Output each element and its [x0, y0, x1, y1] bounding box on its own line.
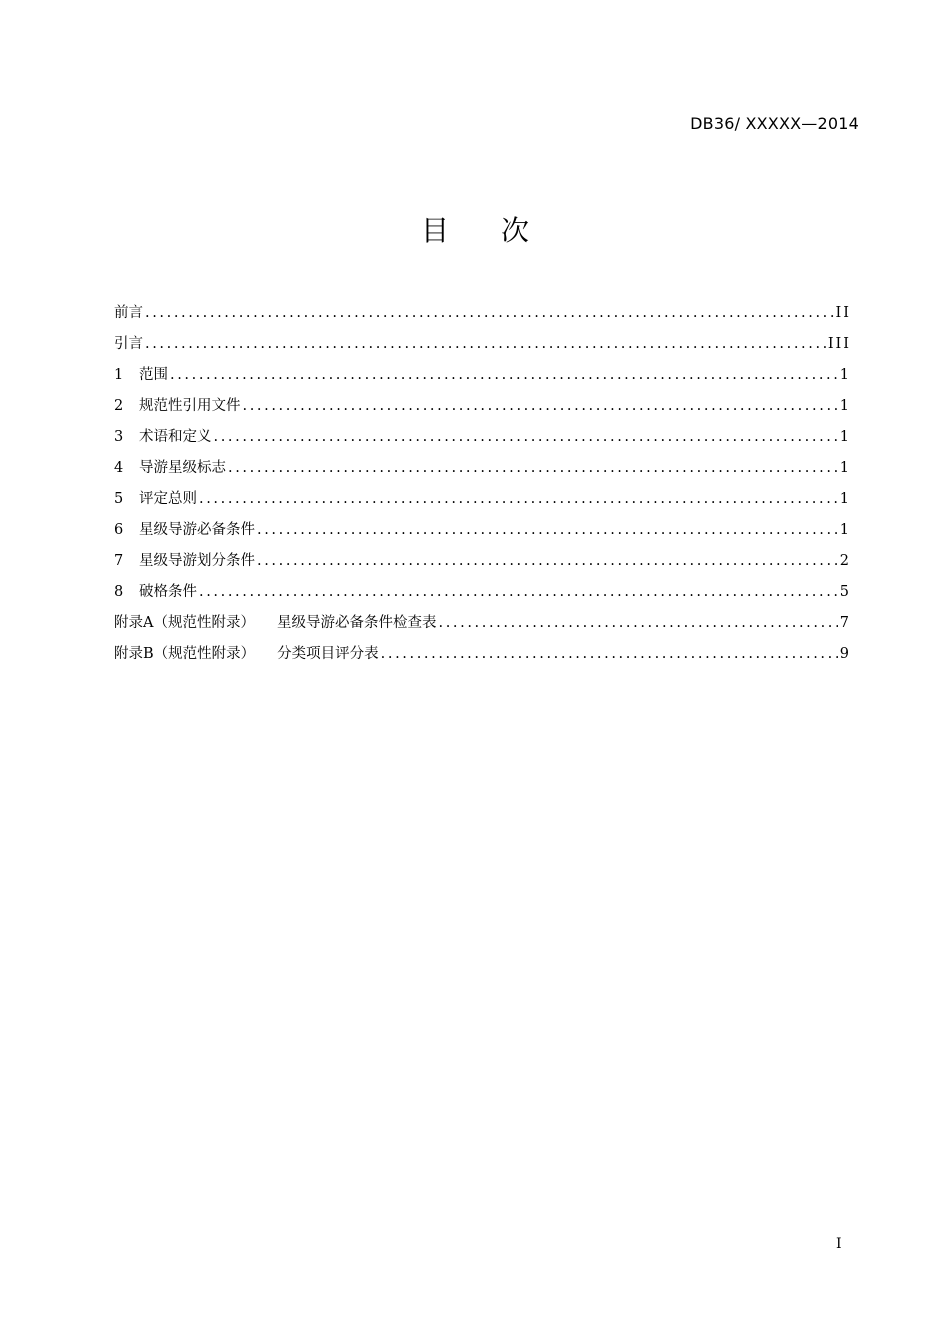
- toc-entry-page-number: 9: [839, 646, 851, 662]
- toc-entry-page-number: 1: [839, 367, 851, 383]
- toc-entry-page-number: 7: [839, 615, 851, 631]
- toc-entry[interactable]: [114, 298, 851, 329]
- toc-entry[interactable]: [114, 422, 851, 453]
- toc-title: [0, 212, 950, 250]
- toc-entry-leader-dots: [145, 298, 834, 329]
- toc-entry-label: 附录A（规范性附录）: [114, 615, 255, 631]
- toc-title-char-1: 目: [420, 214, 449, 247]
- toc-entry[interactable]: [114, 577, 851, 608]
- toc-entry[interactable]: [114, 515, 851, 546]
- toc-entry-label: 星级导游划分条件: [139, 553, 255, 569]
- toc-entry[interactable]: [114, 639, 851, 670]
- toc-entry-label: 星级导游必备条件: [139, 522, 255, 538]
- toc-entry-number: 8: [114, 584, 124, 600]
- toc-entry[interactable]: [114, 546, 851, 577]
- toc-entry-leader-dots: [243, 391, 838, 422]
- toc-entry[interactable]: [114, 484, 851, 515]
- toc-entry-leader-dots: [438, 608, 837, 639]
- toc-entry-label: 范围: [139, 367, 168, 383]
- toc-entry-leader-dots: [257, 515, 838, 546]
- toc-entry-label: 导游星级标志: [139, 460, 226, 476]
- toc-entry-page-number: 1: [839, 429, 851, 445]
- toc-entry[interactable]: [114, 608, 851, 639]
- toc-entry-page-number: III: [827, 336, 851, 352]
- toc-entry-page-number: 1: [839, 398, 851, 414]
- toc-entry-label: 破格条件: [139, 584, 197, 600]
- toc-title-char-2: 次: [501, 214, 530, 247]
- toc-entry-page-number: 2: [839, 553, 851, 569]
- toc-entry-number: 4: [114, 460, 124, 476]
- toc-entry-number: 2: [114, 398, 124, 414]
- toc-entry-label: 引言: [114, 336, 143, 352]
- toc-entry-page-number: 1: [839, 460, 851, 476]
- page-number: I: [836, 1236, 842, 1252]
- toc-entry-label: 规范性引用文件: [139, 398, 241, 414]
- toc-entry[interactable]: [114, 453, 851, 484]
- toc-entry-page-number: 1: [839, 491, 851, 507]
- document-code: DB36/ XXXXX—2014: [690, 114, 859, 133]
- toc-entry-page-number: II: [835, 305, 851, 321]
- toc-entry-page-number: 5: [839, 584, 851, 600]
- toc-entry-subtitle: 分类项目评分表: [277, 646, 379, 662]
- toc-entry-leader-dots: [170, 360, 838, 391]
- toc-entry-leader-dots: [145, 329, 826, 360]
- toc-entry-leader-dots: [381, 639, 838, 670]
- toc-entry-number: 7: [114, 553, 124, 569]
- toc-entry-leader-dots: [214, 422, 838, 453]
- toc-entry-label: 术语和定义: [139, 429, 212, 445]
- table-of-contents: [114, 298, 851, 670]
- toc-entry-leader-dots: [199, 577, 838, 608]
- toc-entry-leader-dots: [228, 453, 838, 484]
- toc-entry-number: 5: [114, 491, 124, 507]
- toc-entry-number: 3: [114, 429, 124, 445]
- toc-entry-label: 附录B（规范性附录）: [114, 646, 256, 662]
- toc-entry-number: 6: [114, 522, 124, 538]
- toc-entry-leader-dots: [257, 546, 838, 577]
- toc-entry[interactable]: [114, 360, 851, 391]
- toc-entry-subtitle: 星级导游必备条件检查表: [276, 615, 437, 631]
- toc-entry-number: 1: [114, 367, 124, 383]
- toc-entry-page-number: 1: [839, 522, 851, 538]
- toc-entry[interactable]: [114, 391, 851, 422]
- toc-entry-leader-dots: [199, 484, 838, 515]
- toc-entry-label: 评定总则: [139, 491, 197, 507]
- toc-entry[interactable]: [114, 329, 851, 360]
- toc-entry-label: 前言: [114, 305, 143, 321]
